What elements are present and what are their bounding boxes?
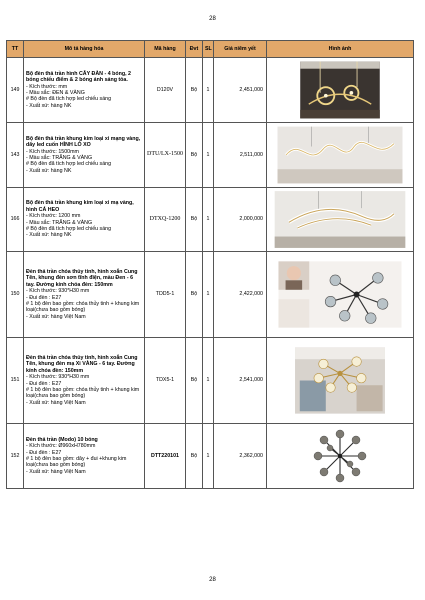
row-number: 150 <box>7 252 24 338</box>
product-image-cell <box>267 252 414 338</box>
table-row <box>7 252 414 338</box>
list-price: 2,000,000 <box>214 188 267 252</box>
spec-line: # 1 bộ đèn bao gồm: chóa thủy tinh + khung kim loại(chưa bao gồm bóng) <box>26 300 140 314</box>
spec-line: - Xuất xứ: hàng Việt Nam <box>26 313 86 320</box>
spec-line: # Bộ đèn đã tích hợp led chiếu sáng <box>26 96 112 103</box>
spec-line: - Xuất xứ: hàng NK <box>26 232 72 239</box>
header-code: Mã hàng <box>145 41 186 58</box>
product-code: D120V <box>145 58 186 123</box>
product-photo <box>269 190 411 249</box>
spec-line: - Xuất xứ: hàng Việt Nam <box>26 399 86 406</box>
spec-line: - Xuất xứ: hàng NK <box>26 167 72 174</box>
list-price: 2,422,000 <box>214 252 267 338</box>
product-code: DTU/LX-1500 <box>145 123 186 188</box>
spec-line: - Kích thước: Ø960xH780mm <box>26 443 96 450</box>
product-description <box>24 252 145 338</box>
quantity: 1 <box>203 123 214 188</box>
header-description: Mô tả hàng hóa <box>24 41 145 58</box>
product-photo <box>269 340 411 421</box>
product-description <box>24 188 145 252</box>
list-price: 2,362,000 <box>214 424 267 489</box>
spec-line: - Kích thước: 930*H30 mm <box>26 288 90 295</box>
unit: Bộ <box>186 58 203 123</box>
product-code: TDX5-1 <box>145 338 186 424</box>
spec-line: - Xuất xứ: hàng Việt Nam <box>26 468 86 475</box>
product-image-cell <box>267 123 414 188</box>
product-title: Bộ đèn thả trần khung kim loại xi mạ vàng, hình CÁ HEO <box>26 200 134 213</box>
spec-line: - Kích thước: 1200 mm <box>26 213 81 220</box>
spec-line: - Kích thước: mm <box>26 83 68 90</box>
header-price: Giá niêm yết <box>214 41 267 58</box>
product-image-cell <box>267 188 414 252</box>
product-photo <box>269 60 411 120</box>
product-description <box>24 338 145 424</box>
header-unit: Đvt <box>186 41 203 58</box>
unit: Bộ <box>186 338 203 424</box>
spec-line: - Màu sắc: TRẮNG & VÀNG <box>26 219 93 226</box>
product-code: DTXQ-1200 <box>145 188 186 252</box>
spec-line: - Đui đèn : E27 <box>26 294 62 301</box>
spec-line: - Đui đèn : E27 <box>26 449 62 456</box>
unit: Bộ <box>186 252 203 338</box>
page-number-top: 28 <box>209 16 216 22</box>
product-title: Bộ đèn thả trần khung kim loại xi mạng vàng, dây led cuốn HÌNH LÒ XO <box>26 135 141 149</box>
product-title: Bộ đèn thả trần hình CÂY ĐÀN - 4 bóng, 2 bóng chiếu điểm & 2 bóng ánh sáng tỏa. <box>26 70 131 84</box>
product-title: Đèn thả trần (Modo) 10 bóng <box>26 436 98 443</box>
product-description <box>24 123 145 188</box>
spec-line: - Kích thước: 1500mm <box>26 148 79 155</box>
header-qty: SL <box>203 41 214 58</box>
table-row <box>7 424 414 489</box>
table-row <box>7 58 414 123</box>
page-number-bottom: 28 <box>209 577 216 583</box>
quantity: 1 <box>203 188 214 252</box>
row-number: 166 <box>7 188 24 252</box>
product-photo <box>269 426 411 486</box>
table-row <box>7 123 414 188</box>
row-number: 152 <box>7 424 24 489</box>
product-title: Đèn thả trần chóa thủy tinh, hình xoắn Cung Tên, khung đèn sơn tĩnh điện, màu Đen - 6 tay. Đường kính chóa đèn: 150mm <box>26 268 138 288</box>
spec-line: - Màu sắc: ĐEN & VÀNG <box>26 90 85 96</box>
row-number: 151 <box>7 338 24 424</box>
product-code: TDD5-1 <box>145 252 186 338</box>
row-number: 149 <box>7 58 24 123</box>
product-code: DTT220101 <box>145 424 186 489</box>
spec-line: - Đui đèn : E27 <box>26 380 62 387</box>
table-row <box>7 188 414 252</box>
unit: Bộ <box>186 188 203 252</box>
spec-line: # 1 bộ đèn bao gồm: dây + đui +khung kim loại(chưa bao gồm bóng) <box>26 456 127 469</box>
product-photo <box>269 125 411 185</box>
header-tt: TT <box>7 41 24 58</box>
quantity: 1 <box>203 58 214 123</box>
spec-line: # Bộ đèn đã tích hợp led chiếu sáng <box>26 161 112 168</box>
product-image-cell <box>267 58 414 123</box>
spec-line: # Bộ đèn đã tích hợp led chiếu sáng <box>26 225 112 232</box>
table-header-row <box>7 41 414 58</box>
product-photo <box>269 254 411 335</box>
spec-line: # 1 bộ đèn bao gồm: chóa thủy tinh + khung kim loại(chưa bao gồm bóng) <box>26 386 140 400</box>
table-row <box>7 338 414 424</box>
quantity: 1 <box>203 338 214 424</box>
list-price: 2,511,000 <box>214 123 267 188</box>
list-price: 2,541,000 <box>214 338 267 424</box>
list-price: 2,451,000 <box>214 58 267 123</box>
product-image-cell <box>267 338 414 424</box>
unit: Bộ <box>186 424 203 489</box>
header-image: Hình ảnh <box>267 41 414 58</box>
quantity: 1 <box>203 252 214 338</box>
product-image-cell <box>267 424 414 489</box>
unit: Bộ <box>186 123 203 188</box>
product-title: Đèn thả trần chóa thủy tinh, hình xoắn Cung Tên, khung đèn mạ Xi VÀNG - 6 tay. Đường kính chóa đèn: 150mm <box>26 354 138 374</box>
quantity: 1 <box>203 424 214 489</box>
product-description <box>24 424 145 489</box>
product-description <box>24 58 145 123</box>
spec-line: - Kích thước: 930*H30 mm <box>26 374 90 381</box>
spec-line: - Màu sắc: TRẮNG & VÀNG <box>26 155 93 161</box>
row-number: 143 <box>7 123 24 188</box>
spec-line: - Xuất xứ: hàng NK <box>26 102 72 109</box>
product-table <box>6 40 414 489</box>
